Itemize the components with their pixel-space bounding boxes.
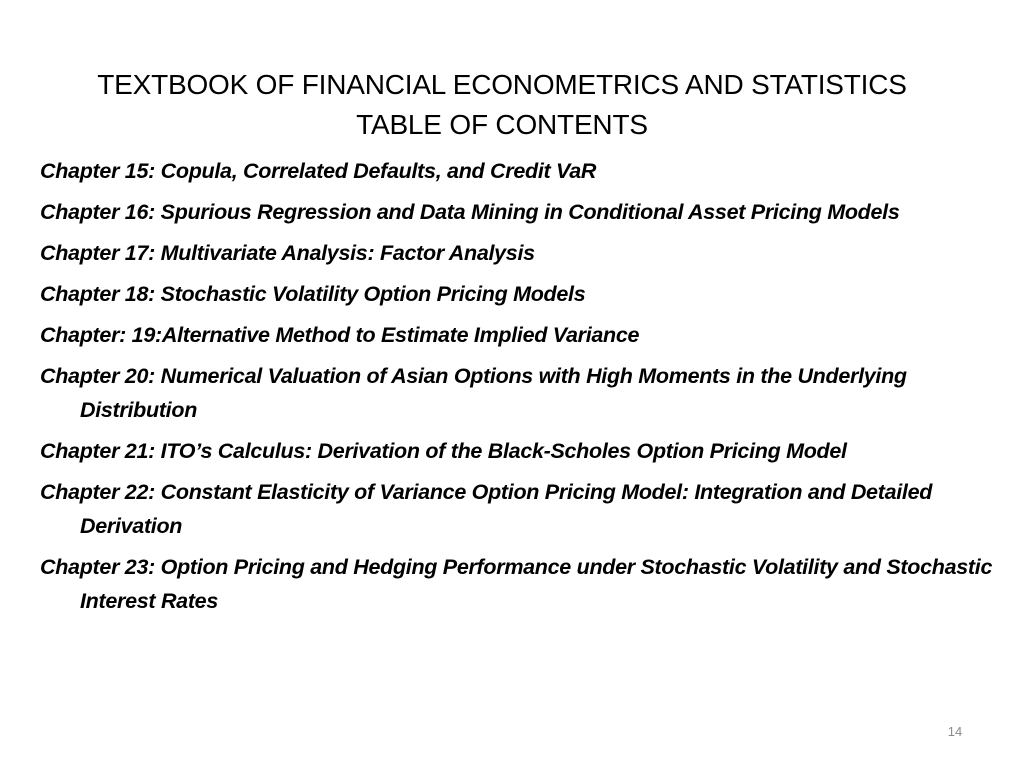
toc-item-chapter-18: Chapter 18: Stochastic Volatility Option Pricing Models <box>40 282 586 306</box>
toc-item-chapter-22: Chapter 22: Constant Elasticity of Variance Option Pricing Model: Integration and Detailed Derivation <box>40 480 933 538</box>
title-line-textbook: TEXTBOOK OF FINANCIAL ECONOMETRICS AND STATISTICS <box>97 68 907 100</box>
toc-item-chapter-19: Chapter: 19:Alternative Method to Estimate Implied Variance <box>40 323 640 347</box>
toc-item-chapter-17: Chapter 17: Multivariate Analysis: Factor Analysis <box>40 241 535 265</box>
title-line-table-of-contents: TABLE OF CONTENTS <box>356 108 648 140</box>
table-of-contents-list <box>40 154 1000 625</box>
slide-title <box>0 65 1004 145</box>
toc-item-chapter-21: Chapter 21: ITO’s Calculus: Derivation of the Black-Scholes Option Pricing Model <box>40 439 847 463</box>
toc-item-chapter-15: Chapter 15: Copula, Correlated Defaults, and Credit VaR <box>40 159 597 183</box>
page-number: 14 <box>947 724 963 739</box>
toc-item-chapter-16: Chapter 16: Spurious Regression and Data Mining in Conditional Asset Pricing Models <box>40 200 900 224</box>
toc-item-chapter-23: Chapter 23: Option Pricing and Hedging Performance under Stochastic Volatility and Stochastic Interest Rates <box>40 555 993 613</box>
toc-item-chapter-20: Chapter 20: Numerical Valuation of Asian Options with High Moments in the Underlying Distribution <box>40 364 907 422</box>
